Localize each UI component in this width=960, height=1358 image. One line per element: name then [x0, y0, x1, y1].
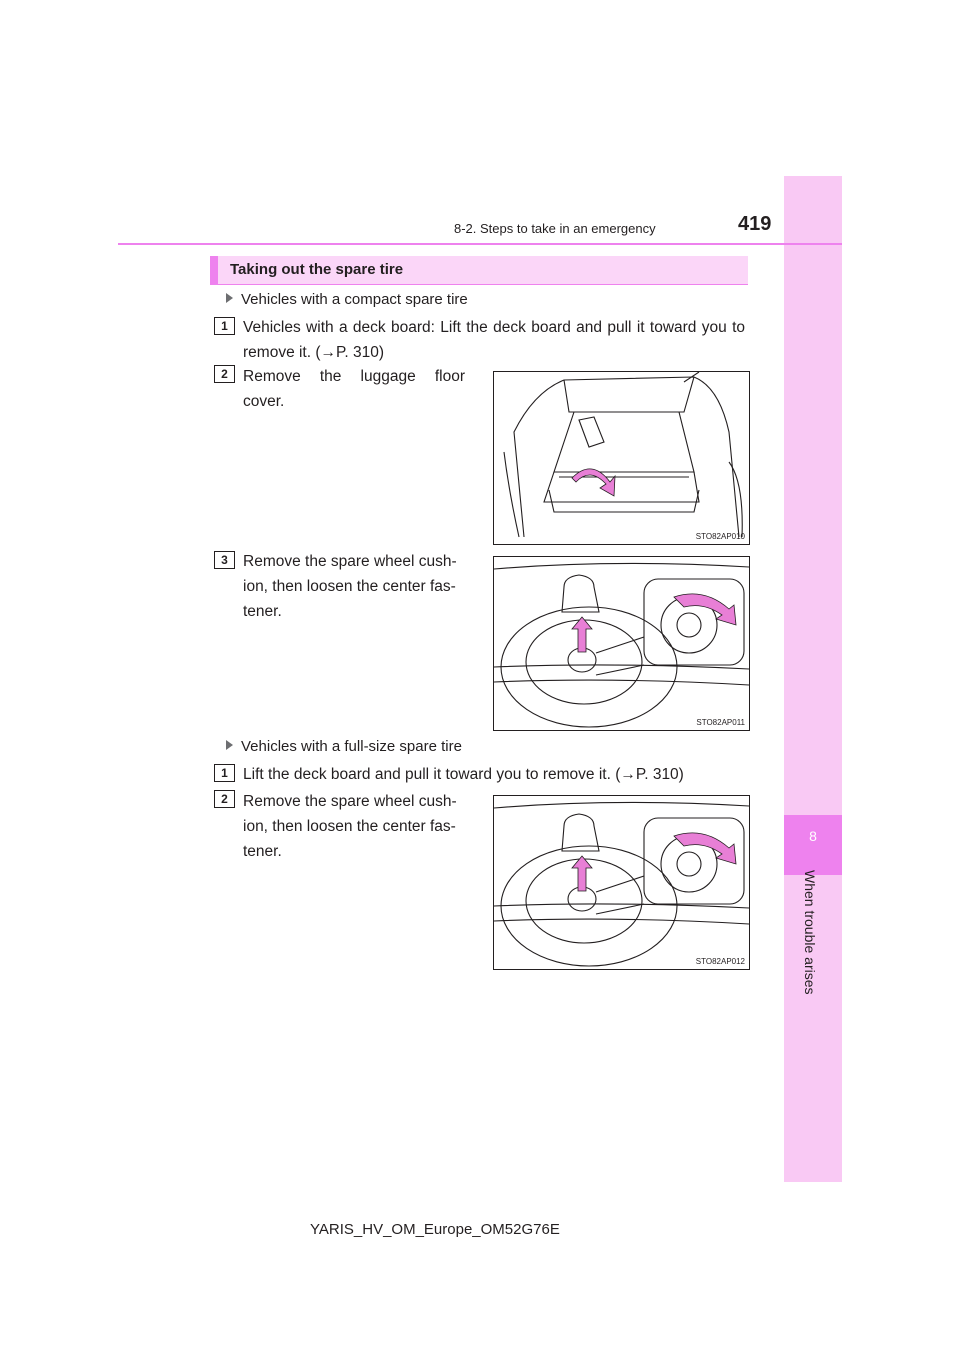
chapter-side-tab: [784, 176, 842, 1182]
chapter-title: When trouble arises: [802, 870, 818, 995]
fullsize-wheel-illustration: [494, 796, 750, 970]
step-number: 2: [214, 365, 235, 383]
triangle-bullet-icon: [226, 740, 233, 750]
figure-code: STO82AP011: [696, 718, 745, 727]
footer-document-code: YARIS_HV_OM_Europe_OM52G76E: [310, 1221, 560, 1238]
fullsize-wheel-figure: [493, 795, 750, 970]
triangle-bullet-icon: [226, 293, 233, 303]
chapter-number-block: [784, 815, 842, 875]
step-number: 2: [214, 790, 235, 808]
luggage-floor-illustration: [494, 372, 750, 545]
chapter-number: 8: [809, 828, 817, 844]
compact-heading: Vehicles with a compact spare tire: [226, 289, 468, 311]
fullsize-heading: Vehicles with a full-size spare tire: [226, 736, 462, 758]
luggage-floor-figure: [493, 371, 750, 545]
step-number: 3: [214, 551, 235, 569]
compact-step3-text: Remove the spare wheel cush- ion, then loosen the center fas- tener.: [243, 553, 457, 620]
compact-step1-text: Vehicles with a deck board: Lift the deck board and pull it toward you to remove it. (→P. 310): [243, 319, 745, 361]
figure-code: STO82AP010: [695, 532, 745, 541]
fullsize-step1-text: Lift the deck board and pull it toward you to remove it. (→P. 310): [243, 766, 684, 783]
step-number: 1: [214, 317, 235, 335]
page-number: 419: [738, 213, 772, 235]
section-title: Taking out the spare tire: [230, 261, 404, 278]
header-section-title: 8-2. Steps to take in an emergency: [454, 221, 656, 236]
fullsize-step2-text: Remove the spare wheel cush- ion, then loosen the center fas- tener.: [243, 793, 457, 860]
compact-step2-text: Remove the luggage floor cover.: [243, 368, 465, 410]
section-title-bar: [210, 256, 748, 284]
figure-code: STO82AP012: [695, 957, 745, 966]
spare-wheel-cushion-illustration: [494, 557, 750, 731]
spare-wheel-cushion-figure: [493, 556, 750, 731]
header-rule: [118, 243, 842, 245]
step-number: 1: [214, 764, 235, 782]
section-rule: [210, 284, 748, 285]
